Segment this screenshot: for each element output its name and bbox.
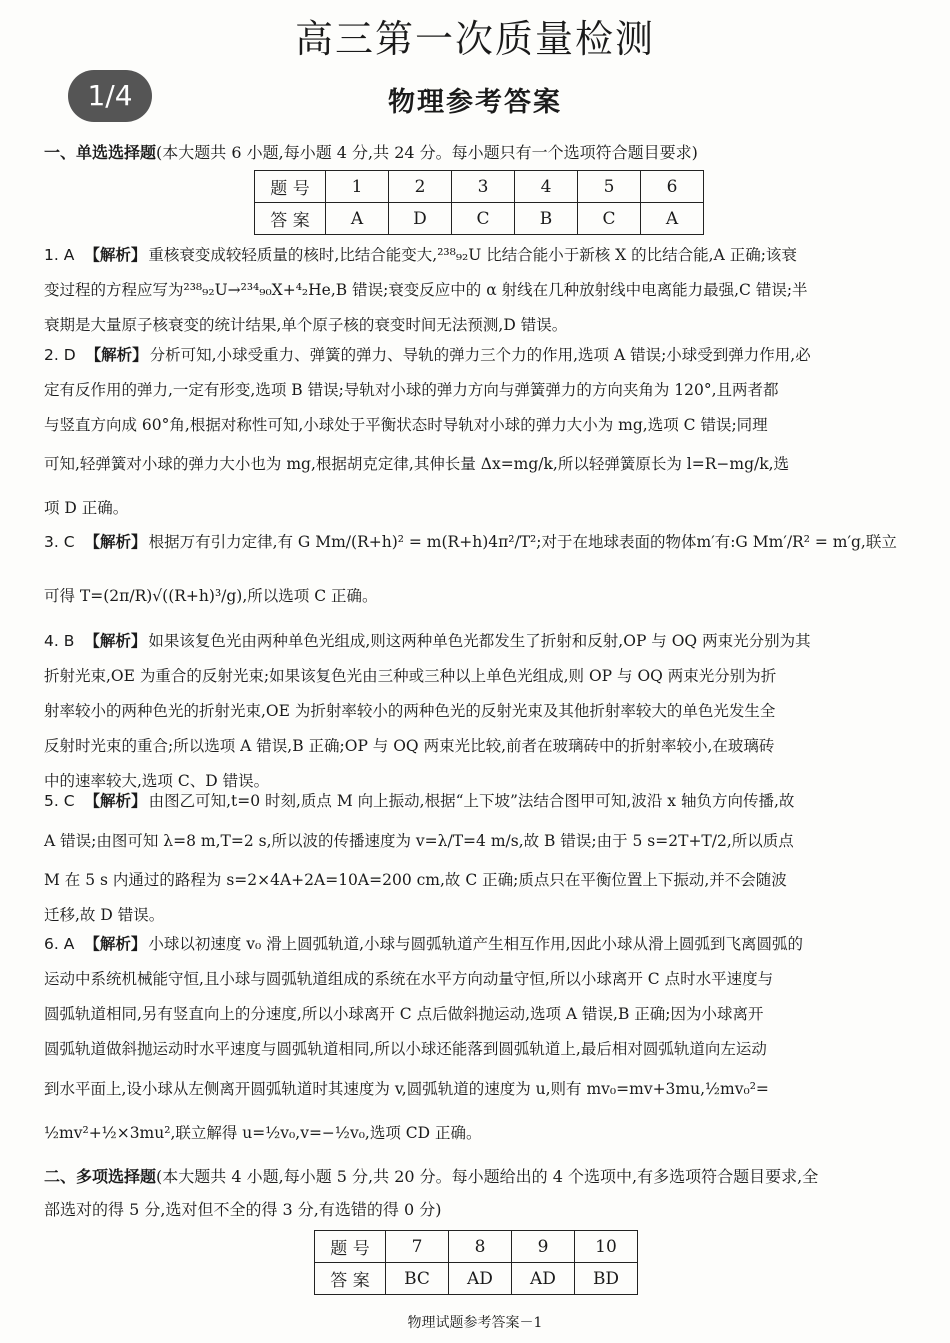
table-row bbox=[315, 1263, 638, 1295]
question-number-cell: 4 bbox=[515, 171, 578, 203]
section1-answer-table bbox=[254, 170, 704, 235]
explanation-line: 射率较小的两种色光的折射光束,OE 为折射率较小的两种色光的反射光束及其他折射率较大的单色光发生全 bbox=[44, 702, 776, 720]
explanation-line: 可得 T=(2π/R)√((R+h)³/g),所以选项 C 正确。 bbox=[44, 587, 378, 605]
explanation-text: 分析可知,小球受重力、弹簧的弹力、导轨的弹力三个力的作用,选项 A 错误;小球受到弹力作用,必 bbox=[149, 346, 811, 364]
answer-cell: AD bbox=[512, 1263, 575, 1295]
analysis-tag: 【解析】 bbox=[84, 935, 147, 953]
row-label: 题 号 bbox=[255, 171, 326, 203]
analysis-tag: 【解析】 bbox=[84, 792, 147, 810]
document-title: 高三第一次质量检测 bbox=[294, 17, 655, 61]
explanation-text: 根据万有引力定律,有 G Mm/(R+h)² = m(R+h)4π²/T²;对于在地球表面的物体m′有:G Mm′/R² = m′g,联立 bbox=[148, 533, 897, 551]
answer-cell: A bbox=[326, 203, 389, 235]
explanation-text: 如果该复色光由两种单色光组成,则这两种单色光都发生了折射和反射,OP 与 OQ 两束光分别为其 bbox=[148, 632, 811, 650]
answer-lead: 4. B bbox=[44, 632, 75, 650]
section2-heading-line bbox=[44, 1160, 914, 1193]
table-row bbox=[255, 203, 704, 235]
explanation-3 bbox=[44, 518, 910, 626]
section1-heading-line bbox=[44, 136, 914, 169]
explanation-line: 折射光束,OE 为重合的反射光束;如果该复色光由三种或三种以上单色光组成,则 OP 与 OQ 两束光分别为折 bbox=[44, 667, 777, 685]
explanation-2 bbox=[44, 338, 910, 531]
answer-cell: A bbox=[641, 203, 704, 235]
explanation-line bbox=[44, 784, 910, 819]
page-indicator-badge[interactable]: 1/4 bbox=[68, 70, 152, 122]
row-label: 答 案 bbox=[315, 1263, 386, 1295]
section1-note: (本大题共 6 小题,每小题 4 分,共 24 分。每小题只有一个选项符合题目要求) bbox=[156, 143, 698, 162]
explanation-6 bbox=[44, 927, 910, 1155]
explanation-line: 反射时光束的重合;所以选项 A 错误,B 正确;OP 与 OQ 两束光比较,前者在玻璃砖中的折射率较小,在玻璃砖 bbox=[44, 737, 775, 755]
explanation-line bbox=[44, 338, 910, 373]
answer-lead: 5. C bbox=[44, 792, 75, 810]
question-number-cell: 8 bbox=[449, 1231, 512, 1263]
explanation-4 bbox=[44, 624, 910, 799]
explanation-line: 可知,轻弹簧对小球的弹力大小也为 mg,根据胡克定律,其伸长量 Δx=mg/k,所以轻弹簧原长为 l=R−mg/k,选 bbox=[44, 455, 790, 473]
answer-lead: 6. A bbox=[44, 935, 75, 953]
explanation-line: A 错误;由图可知 λ=8 m,T=2 s,所以波的传播速度为 v=λ/T=4 m/s,故 B 错误;由于 5 s=2T+T/2,所以质点 bbox=[44, 832, 794, 850]
explanation-line: 与竖直方向成 60°角,根据对称性可知,小球处于平衡状态时导轨对小球的弹力大小为 mg,选项 C 错误;同理 bbox=[44, 416, 768, 434]
question-number-cell: 2 bbox=[389, 171, 452, 203]
question-number-cell: 6 bbox=[641, 171, 704, 203]
explanation-line: 圆弧轨道做斜抛运动时水平速度与圆弧轨道相同,所以小球还能落到圆弧轨道上,最后相对圆弧轨道向左运动 bbox=[44, 1040, 767, 1058]
answer-lead: 1. A bbox=[44, 246, 75, 264]
section2-note-line2: 部选对的得 5 分,选对但不全的得 3 分,有选错的得 0 分) bbox=[44, 1200, 442, 1219]
answer-cell: AD bbox=[449, 1263, 512, 1295]
answer-cell: BC bbox=[386, 1263, 449, 1295]
question-number-cell: 5 bbox=[578, 171, 641, 203]
section2-heading: 二、多项选择题 bbox=[44, 1167, 157, 1186]
section2-note-line1: (本大题共 4 小题,每小题 5 分,共 20 分。每小题给出的 4 个选项中,有多选项符合题目要求,全 bbox=[156, 1167, 819, 1186]
document-subtitle: 物理参考答案 bbox=[388, 87, 562, 118]
explanation-line: 中的速率较大,选项 C、D 错误。 bbox=[44, 772, 270, 790]
explanation-line: ½mv²+½×3mu²,联立解得 u=½v₀,v=−½v₀,选项 CD 正确。 bbox=[44, 1124, 482, 1142]
table-row bbox=[255, 171, 704, 203]
section1-heading: 一、单选选择题 bbox=[44, 143, 157, 162]
explanation-line bbox=[44, 238, 910, 273]
explanation-line: 定有反作用的弹力,一定有形变,选项 B 错误;导轨对小球的弹力方向与弹簧弹力的方向夹角为 120°,且两者都 bbox=[44, 381, 779, 399]
question-number-cell: 3 bbox=[452, 171, 515, 203]
explanation-line: 衰期是大量原子核衰变的统计结果,单个原子核的衰变时间无法预测,D 错误。 bbox=[44, 316, 568, 334]
page-footer: 物理试题参考答案－1 bbox=[407, 1315, 543, 1331]
answer-lead: 3. C bbox=[44, 533, 75, 551]
analysis-tag: 【解析】 bbox=[84, 246, 147, 264]
row-label: 题 号 bbox=[315, 1231, 386, 1263]
section2-heading-block bbox=[44, 1160, 914, 1226]
explanation-line: 项 D 正确。 bbox=[44, 499, 129, 517]
section2-answer-table bbox=[314, 1230, 638, 1295]
explanation-line bbox=[44, 624, 910, 659]
explanation-5 bbox=[44, 784, 910, 933]
explanation-line: 到水平面上,设小球从左侧离开圆弧轨道时其速度为 v,圆弧轨道的速度为 u,则有 mv₀=mv+3mu,½mv₀²= bbox=[44, 1080, 769, 1098]
answer-cell: BD bbox=[575, 1263, 638, 1295]
explanation-text: 重核衰变成较轻质量的核时,比结合能变大,²³⁸₉₂U 比结合能小于新核 X 的比结合能,A 正确;该衰 bbox=[148, 246, 797, 264]
explanation-line: 圆弧轨道相同,另有竖直向上的分速度,所以小球离开 C 点后做斜抛运动,选项 A 错误,B 正确;因为小球离开 bbox=[44, 1005, 764, 1023]
explanation-line: M 在 5 s 内通过的路程为 s=2×4A+2A=10A=200 cm,故 C 正确;质点只在平衡位置上下振动,并不会随波 bbox=[44, 871, 787, 889]
explanation-line bbox=[44, 518, 910, 566]
explanation-text: 小球以初速度 v₀ 滑上圆弧轨道,小球与圆弧轨道产生相互作用,因此小球从滑上圆弧到飞离圆弧的 bbox=[148, 935, 804, 953]
explanation-line: 变过程的方程应写为²³⁸₉₂U→²³⁴₉₀X+⁴₂He,B 错误;衰变反应中的 α 射线在几种放射线中电离能力最强,C 错误;半 bbox=[44, 281, 808, 299]
analysis-tag: 【解析】 bbox=[84, 533, 147, 551]
explanation-1 bbox=[44, 238, 910, 343]
answer-cell: D bbox=[389, 203, 452, 235]
answer-lead: 2. D bbox=[44, 346, 76, 364]
question-number-cell: 1 bbox=[326, 171, 389, 203]
explanation-line: 迁移,故 D 错误。 bbox=[44, 906, 165, 924]
explanation-line: 运动中系统机械能守恒,且小球与圆弧轨道组成的系统在水平方向动量守恒,所以小球离开 C 点时水平速度与 bbox=[44, 970, 774, 988]
analysis-tag: 【解析】 bbox=[85, 346, 148, 364]
explanation-line bbox=[44, 927, 910, 962]
answer-cell: C bbox=[578, 203, 641, 235]
question-number-cell: 9 bbox=[512, 1231, 575, 1263]
answer-cell: B bbox=[515, 203, 578, 235]
row-label: 答 案 bbox=[255, 203, 326, 235]
question-number-cell: 10 bbox=[575, 1231, 638, 1263]
question-number-cell: 7 bbox=[386, 1231, 449, 1263]
explanation-text: 由图乙可知,t=0 时刻,质点 M 向上振动,根据“上下坡”法结合图甲可知,波沿 x 轴负方向传播,故 bbox=[148, 792, 795, 810]
table-row bbox=[315, 1231, 638, 1263]
answer-cell: C bbox=[452, 203, 515, 235]
analysis-tag: 【解析】 bbox=[84, 632, 147, 650]
